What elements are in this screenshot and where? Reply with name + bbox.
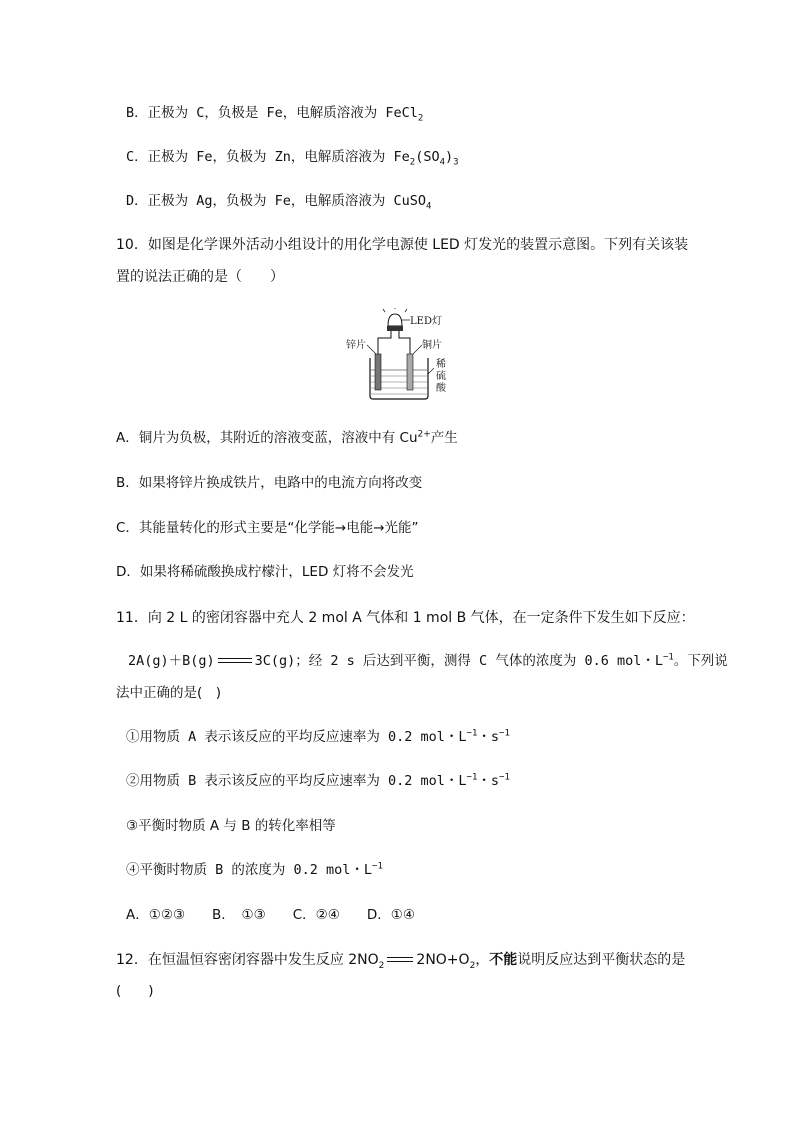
q12-eq-right: 2NO+O	[416, 952, 470, 968]
q11-eq-tail: 。下列说	[673, 653, 728, 669]
acid-label-1: 稀	[436, 359, 446, 370]
q11-eq-right: 3C(g)；经 2 s 后达到平衡，测得 C 气体的浓度为 0.6 mol・L	[254, 653, 663, 669]
q12-sub1: 2	[378, 960, 385, 971]
acid-label-3: 酸	[436, 383, 446, 394]
equilibrium-arrow-icon	[218, 656, 252, 666]
zinc-electrode	[375, 354, 381, 390]
led-bulb	[383, 308, 410, 331]
equilibrium-arrow-icon	[387, 955, 413, 965]
q11-s2-sup2: −1	[499, 772, 510, 783]
q11-s4-text: ④平衡时物质 B 的浓度为 0.2 mol・L	[126, 862, 373, 878]
zinc-label: 锌片	[346, 340, 366, 351]
q10-option-a-post: 产生	[430, 430, 458, 446]
q12-comma: ，	[475, 952, 490, 968]
q10-option-a	[116, 429, 458, 447]
q10-option-c: C．其能量转化的形式主要是“化学能→电能→光能”	[116, 520, 419, 536]
copper-electrode	[407, 354, 413, 390]
q11-stem-line3: 法中正确的是( )	[116, 685, 222, 701]
q9-option-c-sub1: 2	[409, 157, 416, 168]
q10-option-b: B．如果将锌片换成铁片，电路中的电流方向将改变	[116, 475, 423, 491]
copper-label: 铜片	[422, 340, 442, 351]
q11-equation-line	[128, 652, 728, 670]
q11-s2-mid: ・s	[477, 773, 500, 789]
q9-option-c-mid: (SO	[415, 149, 440, 165]
q12-stem-line1	[116, 951, 685, 969]
led-label: LED灯	[410, 316, 442, 327]
q9-option-c-sub3: 3	[453, 157, 459, 168]
q10-stem-line2: 置的说法正确的是（ ）	[116, 269, 284, 285]
led-cell-diagram	[330, 308, 460, 404]
q11-s2-text: ②用物质 B 表示该反应的平均反应速率为 0.2 mol・L	[126, 773, 467, 789]
q9-option-c-sub2: 4	[439, 157, 446, 168]
q12-stem-post: 说明反应达到平衡状态的是	[517, 952, 686, 968]
q11-eq-sup: −1	[662, 652, 674, 663]
q9-option-d	[126, 192, 431, 210]
q9-option-c-close: )	[445, 149, 454, 165]
q11-s1-sup2: −1	[499, 728, 510, 739]
q9-option-d-text: D．正极为 Ag，负极为 Fe，电解质溶液为 CuSO	[126, 193, 427, 209]
q9-option-b-text: B．正极为 C，负极是 Fe，电解质溶液为 FeCl	[126, 105, 418, 121]
q10-option-a-sup: 2+	[417, 429, 431, 440]
q9-option-c-text: C．正极为 Fe，负极为 Zn，电解质溶液为 Fe	[126, 149, 410, 165]
q12-bold-text: 不能	[489, 952, 518, 968]
q11-choices: A．①②③ B． ①③ C．②④ D．①④	[126, 907, 415, 923]
q11-s1-sup1: −1	[466, 728, 478, 739]
q10-option-a-text: A．铜片为负极，其附近的溶液变蓝，溶液中有 Cu	[116, 430, 418, 446]
q11-stem-line1: 11．向 2 L 的密闭容器中充人 2 mol A 气体和 1 mol B 气体，在一定条件下发生如下反应：	[116, 610, 695, 626]
acid-label-2: 硫	[436, 371, 446, 382]
q11-statement-1	[126, 728, 510, 746]
q11-s1-text: ①用物质 A 表示该反应的平均反应速率为 0.2 mol・L	[126, 729, 467, 745]
circuit-wires	[378, 331, 410, 356]
q12-stem-line2: ( )	[116, 983, 154, 999]
q11-statement-4	[126, 861, 383, 879]
q10-option-d: D．如果将稀硫酸换成柠檬汁，LED 灯将不会发光	[116, 564, 414, 580]
q11-s1-mid: ・s	[477, 729, 500, 745]
q10-stem-line1: 10．如图是化学课外活动小组设计的用化学电源使 LED 灯发光的装置示意图。下列有关该装	[116, 237, 689, 253]
q9-option-b	[126, 104, 423, 122]
q9-option-c	[126, 148, 459, 166]
q11-s2-sup1: −1	[466, 772, 478, 783]
q12-sub2: 2	[469, 960, 476, 971]
q9-option-b-sub: 2	[417, 113, 424, 124]
q12-stem-pre: 12．在恒温恒容密闭容器中发生反应 2NO	[116, 952, 379, 968]
q11-s4-sup: −1	[372, 861, 383, 872]
q9-option-d-sub: 4	[426, 201, 432, 212]
q11-eq-left: 2A(g)＋B(g)	[128, 653, 215, 669]
q11-statement-3: ③平衡时物质 A 与 B 的转化率相等	[126, 818, 336, 834]
q11-statement-2	[126, 772, 510, 790]
